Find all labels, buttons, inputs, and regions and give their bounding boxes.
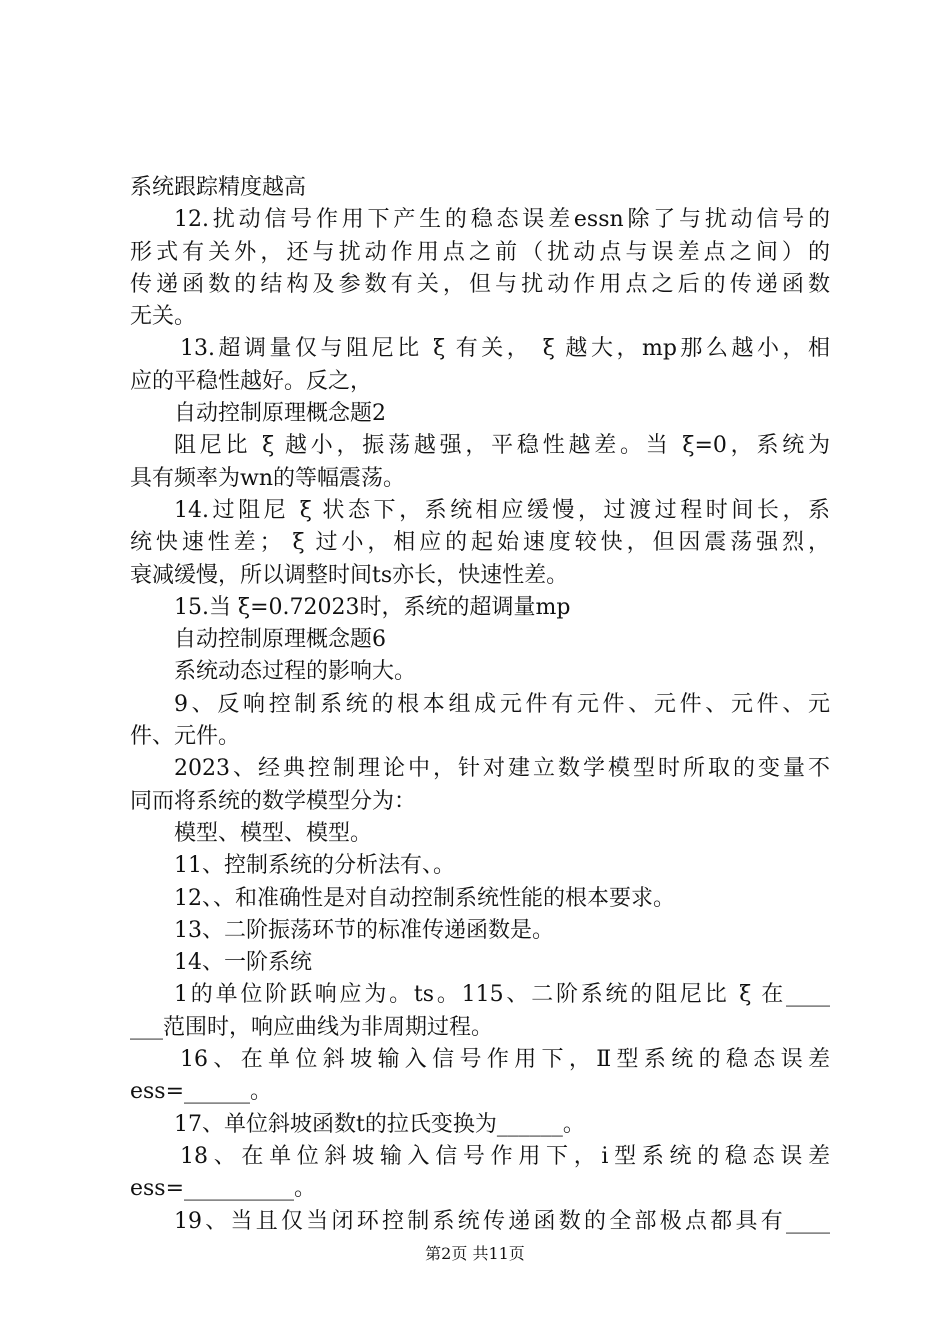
text-line: 阻尼比 ξ 越小，振荡越强，平稳性越差。当 ξ=0，系统为 [174, 433, 830, 459]
text-line: ___范围时，响应曲线为非周期过程。 [130, 1014, 494, 1040]
document-body [130, 172, 830, 1238]
text-line: 13.超调量仅与阻尼比 ξ 有关， ξ 越大，mp那么越小，相 [180, 336, 830, 362]
text-line: 具有频率为wn的等幅震荡。 [130, 465, 406, 491]
text-line: 16、在单位斜坡输入信号作用下，Ⅱ型系统的稳态误差 [180, 1047, 830, 1073]
text-line: 形式有关外，还与扰动作用点之前（扰动点与误差点之间）的 [130, 239, 830, 265]
text-line: 应的平稳性越好。反之， [130, 368, 373, 394]
text-line: 17、单位斜坡函数t的拉氏变换为______。 [174, 1111, 585, 1137]
text-line: 系统动态过程的影响大。 [174, 659, 417, 685]
text-line: 18、在单位斜坡输入信号作用下，i型系统的稳态误差 [180, 1143, 830, 1169]
text-line: 件、元件。 [130, 724, 241, 750]
text-line: 9、反响控制系统的根本组成元件有元件、元件、元件、元 [174, 691, 830, 717]
text-line: 14、一阶系统 [174, 950, 312, 976]
text-line: 衰减缓慢，所以调整时间ts亦长，快速性差。 [130, 562, 569, 588]
text-line: 自动控制原理概念题2 [174, 401, 386, 427]
text-line: 13、二阶振荡环节的标准传递函数是。 [174, 917, 554, 943]
text-line: 传递函数的结构及参数有关，但与扰动作用点之后的传递函数 [130, 271, 830, 297]
text-line: 15.当 ξ=0.72023时，系统的超调量mp [174, 594, 571, 620]
text-line: ess=______。 [130, 1079, 273, 1105]
text-line: 统快速性差； ξ 过小，相应的起始速度较快，但因震荡强烈， [130, 530, 830, 556]
text-line: 12.扰动信号作用下产生的稳态误差essn除了与扰动信号的 [174, 207, 830, 233]
text-line: 模型、模型、模型。 [174, 820, 373, 846]
text-line: 无关。 [130, 304, 197, 330]
text-line: ess=__________。 [130, 1176, 317, 1202]
text-line: 12、、和准确性是对自动控制系统性能的根本要求。 [174, 885, 675, 911]
text-line: 同而将系统的数学模型分为： [130, 788, 417, 814]
text-line: 14.过阻尼 ξ 状态下，系统相应缓慢，过渡过程时间长，系 [174, 497, 830, 523]
text-line: 自动控制原理概念题6 [174, 627, 386, 653]
page-footer: 第2页 共11页 [425, 1244, 525, 1263]
text-line: 11、控制系统的分析法有、。 [174, 853, 455, 879]
text-line: 2023、经典控制理论中，针对建立数学模型时所取的变量不 [174, 756, 830, 782]
text-line: 19、当且仅当闭环控制系统传递函数的全部极点都具有____ [174, 1208, 830, 1234]
text-line: 1的单位阶跃响应为。ts。115、二阶系统的阻尼比 ξ 在____ [174, 982, 830, 1008]
text-line: 系统跟踪精度越高 [130, 175, 307, 200]
